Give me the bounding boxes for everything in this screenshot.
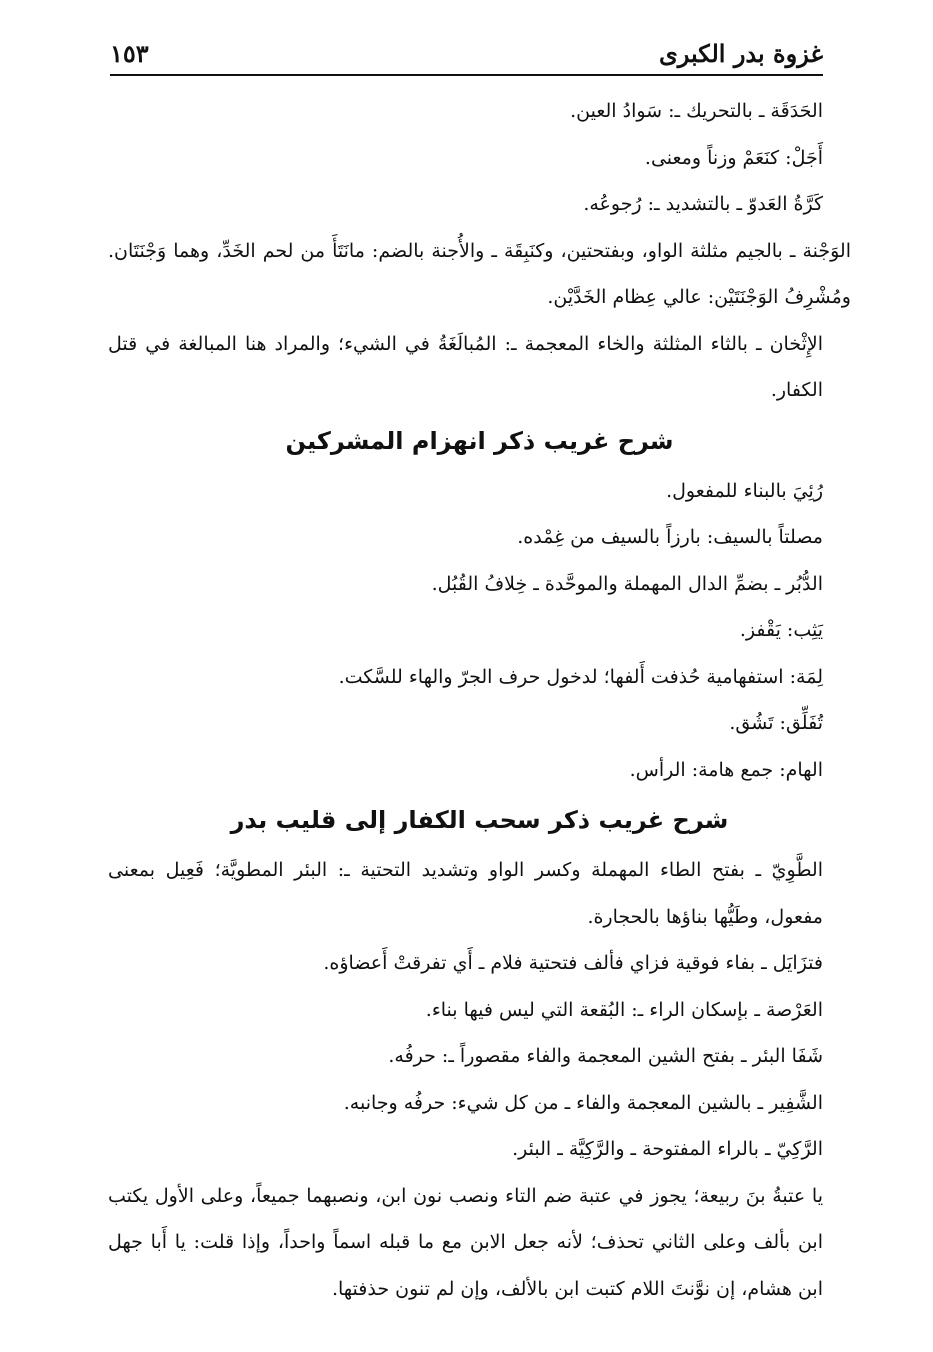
gloss-paragraph: رُئِيَ بالبناء للمفعول. [666, 479, 823, 502]
body-text [108, 88, 851, 1312]
gloss-paragraph: يَثِب: يَقْفز. [739, 619, 823, 641]
gloss-paragraph: فتزَايَل ـ بفاء فوقية فزاي فألف فتحتية فلام ـ أَي تفرقتْ أَعضاؤه. [323, 952, 823, 974]
gloss-paragraph: تُفَلِّق: تَشُق. [729, 712, 823, 734]
gloss-paragraph: شَفَا البئر ـ بفتح الشين المعجمة والفاء مقصوراً ـ: حرفُه. [388, 1045, 823, 1067]
gloss-paragraph: يا عتبةُ بنَ ربيعة؛ يجوز في عتبة ضم التاء ونصب نون ابن، ونصبهما جميعاً، وعلى الأول يكتب ابن بألف وعلى الثاني تحذف؛ لأنه جعل الابن مع ما قبله اسماً واحداً، وإذا قلت: يا أَبا جهل ابن هشام، إن نوَّنتَ اللام كتبت ابن بالألف، وإن لم تنون حذفتها. [108, 1184, 823, 1300]
page-number: ١٥٣ [110, 39, 149, 68]
running-title: غزوة بدر الكبرى [658, 39, 823, 68]
section-heading: شرح غريب ذكر انهزام المشركين [285, 426, 674, 455]
gloss-paragraph: كَرَّةُ العَدوّ ـ بالتشديد ـ: رُجوعُه. [583, 193, 823, 215]
gloss-paragraph: لِمَة: استفهامية حُذفت أَلفها؛ لدخول حرف الجرّ والهاء للسَّكت. [338, 665, 823, 688]
gloss-paragraph: الحَدَقَة ـ بالتحريك ـ: سَوادُ العين. [570, 100, 823, 122]
gloss-paragraph: الشَّفِير ـ بالشين المعجمة والفاء ـ من كل شيء: حرفُه وجانبه. [343, 1091, 823, 1114]
gloss-paragraph: الوَجْنة ـ بالجيم مثلثة الواو، وبفتحتين، وكنَبِقَة ـ والأُجنة بالضم: مانَتَأَ من لحم الخَدِّ، وهما وَجْنَتَان. ومُشْرِفُ الوَجْنَتَيْن: عالي عِظام الخَدَّيْن. [108, 239, 851, 308]
gloss-paragraph: الدُّبُر ـ بضمِّ الدال المهملة والموحَّدة ـ خِلافُ القُبُل. [431, 572, 823, 595]
gloss-paragraph: الرَّكِيّ ـ بالراء المفتوحة ـ والرَّكِيَّة ـ البئر. [512, 1138, 823, 1160]
gloss-paragraph: الإِثْخان ـ بالثاء المثلثة والخاء المعجمة ـ: المُبالَغَةُ في الشيء؛ والمراد هنا المبالغة في قتل الكفار. [108, 332, 823, 401]
gloss-paragraph: العَرْصة ـ بإسكان الراء ـ: البُقعة التي ليس فيها بناء. [425, 998, 823, 1021]
gloss-paragraph: أَجَلْ: كنَعَمْ وزناً ومعنى. [644, 146, 823, 169]
gloss-paragraph: الطَّوِيّ ـ بفتح الطاء المهملة وكسر الواو وتشديد التحتية ـ: البئر المطويَّة؛ فَعِيل بمعنى مفعول، وطَيُّها بناؤها بالحجارة. [108, 859, 823, 928]
gloss-paragraph: مصلتاً بالسيف: بارزاً بالسيف من غِمْده. [517, 526, 823, 548]
section-heading: شرح غريب ذكر سحب الكفار إلى قليب بدر [230, 806, 729, 834]
running-header [110, 30, 823, 76]
gloss-paragraph: الهام: جمع هامة: الرأس. [629, 758, 823, 781]
